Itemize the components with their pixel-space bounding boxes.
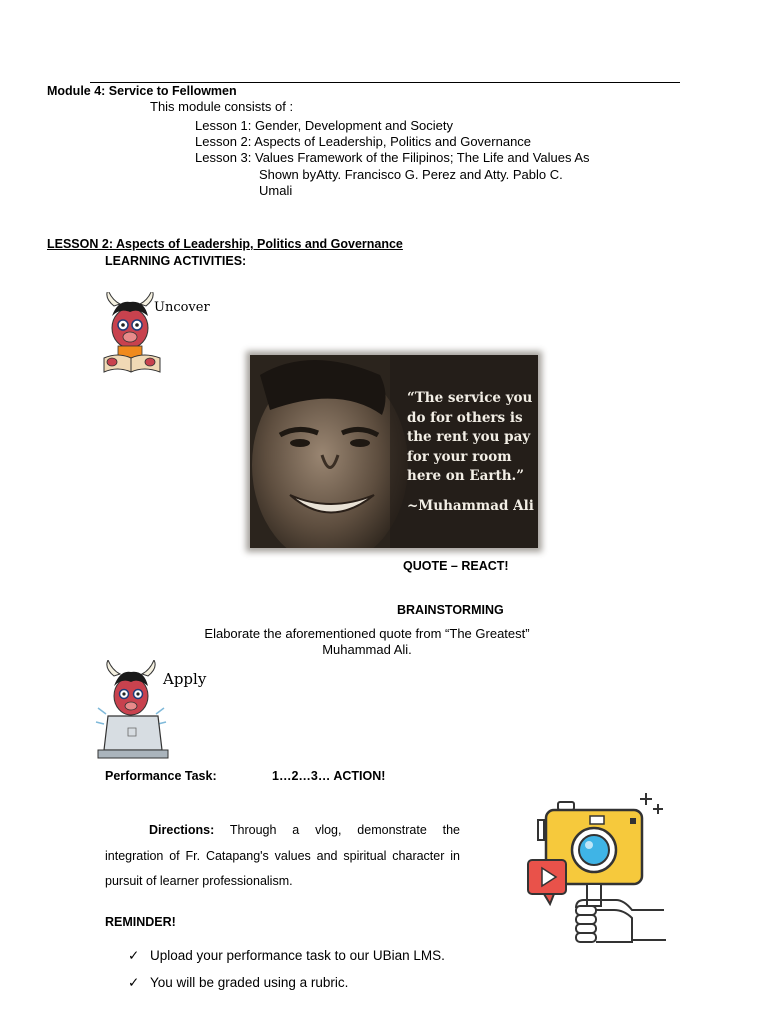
reminder-item-text: Upload your performance task to our UBian LMS. [150, 948, 445, 963]
module-intro: This module consists of : [150, 99, 294, 114]
lesson-heading: LESSON 2: Aspects of Leadership, Politics and Governance [47, 237, 403, 251]
checkmark-icon: ✓ [128, 948, 140, 963]
quote-line: for your room [407, 448, 512, 465]
checkmark-icon: ✓ [128, 975, 140, 990]
performance-task-label: Performance Task: [105, 769, 217, 783]
module-title: Module 4: Service to Fellowmen [47, 84, 237, 98]
reminder-item [128, 948, 445, 964]
quote-line: here on Earth.” [407, 468, 524, 484]
quote-author: ~Muhammad Ali [407, 498, 534, 514]
apply-label: Apply [163, 670, 207, 688]
lesson-item-3-continued: Shown byAtty. Francisco G. Perez and Atty. Pablo C. [259, 167, 563, 182]
quote-text [407, 389, 537, 487]
quote-line: the rent you pay [407, 429, 531, 445]
quote-line: “The service you [407, 390, 533, 406]
reminder-heading: REMINDER! [105, 915, 176, 929]
lesson-item-3: Lesson 3: Values Framework of the Filipinos; The Life and Values As [195, 150, 590, 165]
quote-react-heading: QUOTE – REACT! [403, 559, 509, 573]
performance-task-title: 1…2…3… ACTION! [272, 769, 386, 783]
vlog-camera-icon [524, 790, 674, 950]
directions-text: Through a vlog, demonstrate the integration of Fr. Catapang's values and spiritual character in pursuit of learner professionalism. [105, 823, 460, 888]
lesson-item-2: Lesson 2: Aspects of Leadership, Politics and Governance [195, 134, 532, 149]
header-rule [90, 82, 680, 83]
lesson-item-3-continued-2: Umali [259, 183, 293, 198]
directions-paragraph [105, 818, 460, 895]
reminder-item-text: You will be graded using a rubric. [150, 975, 349, 990]
learning-activities-heading: LEARNING ACTIVITIES: [105, 254, 247, 268]
brainstorming-line-1: Elaborate the aforementioned quote from “The Greatest” [204, 626, 530, 641]
lesson-item-1: Lesson 1: Gender, Development and Society [195, 118, 453, 133]
quote-line: do for others is [407, 409, 523, 426]
muhammad-ali-quote-image [250, 355, 538, 548]
uncover-label: Uncover [154, 300, 210, 315]
directions-label: Directions: [149, 823, 215, 837]
reminder-item [128, 975, 348, 991]
brainstorming-line-2: Muhammad Ali. [322, 642, 412, 657]
brainstorming-heading: BRAINSTORMING [397, 603, 504, 617]
